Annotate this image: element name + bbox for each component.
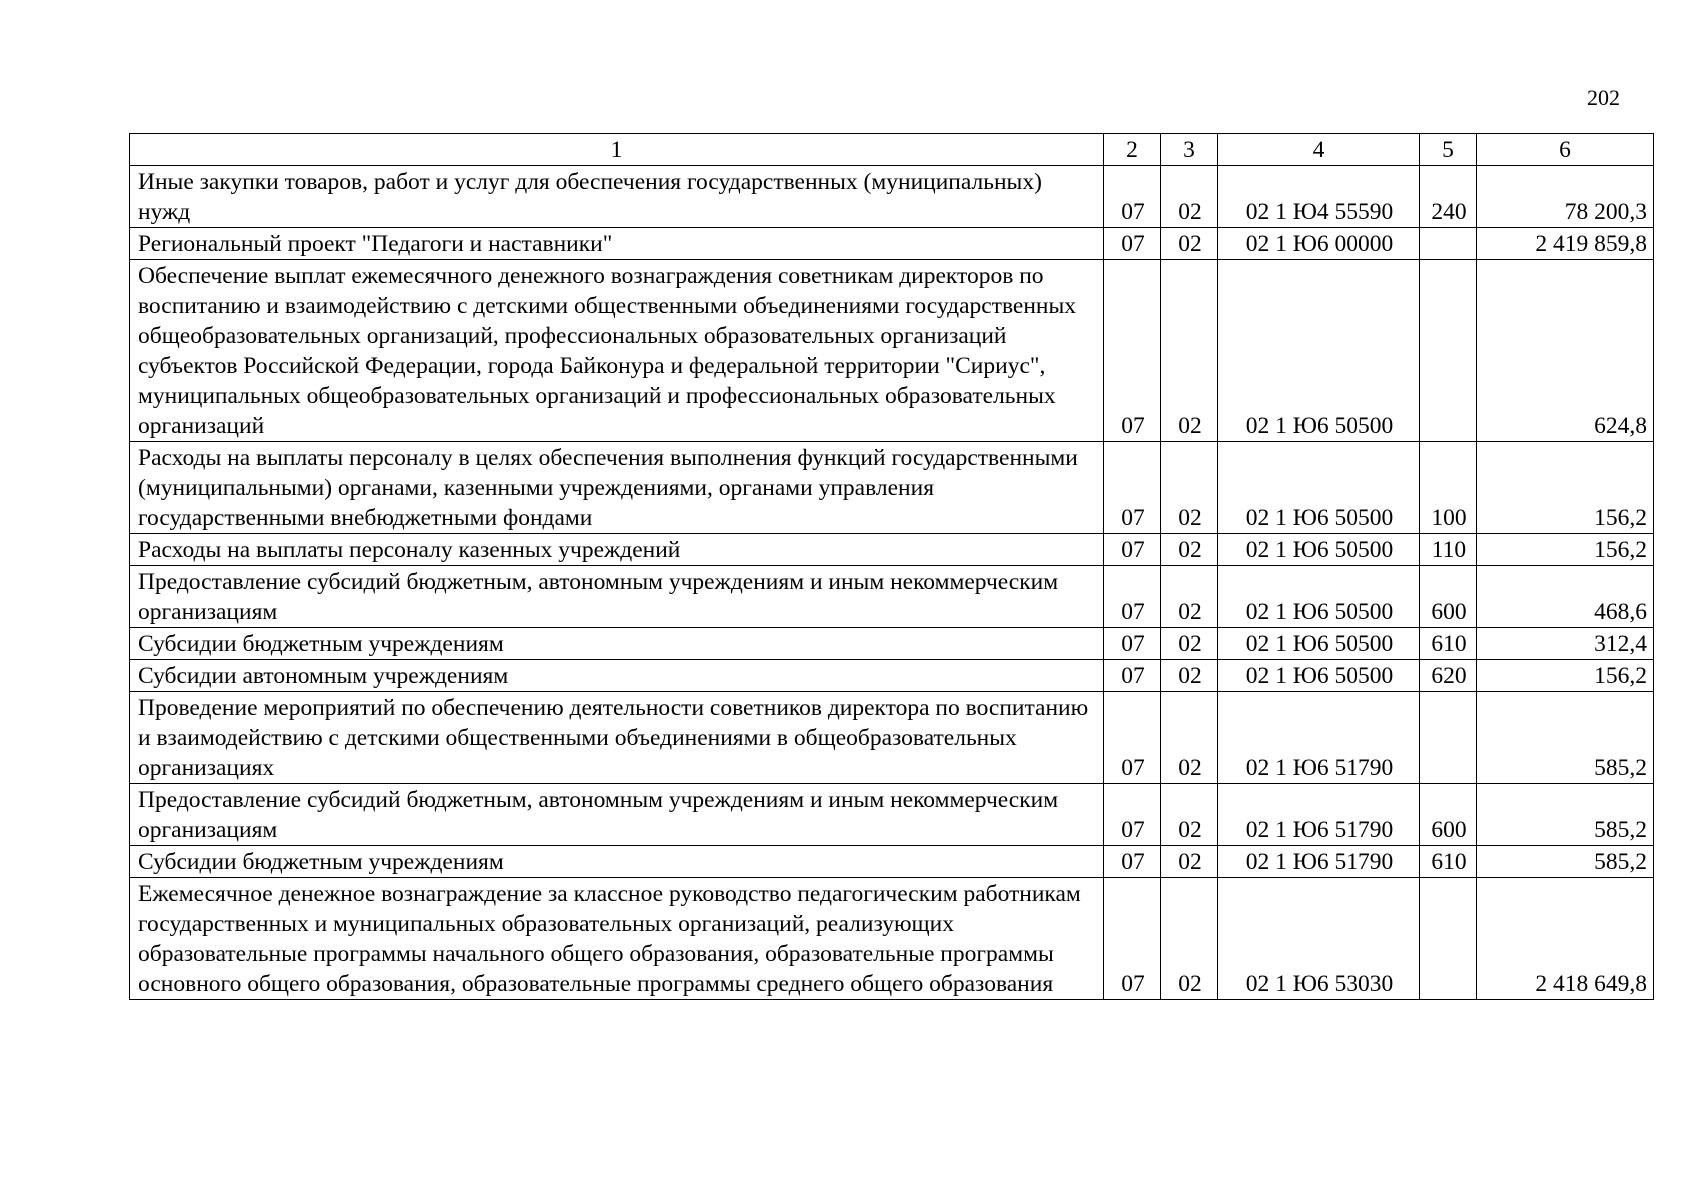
row-amount: 78 200,3 <box>1477 166 1654 228</box>
row-section: 07 <box>1104 878 1161 1000</box>
row-name: Субсидии бюджетным учреждениям <box>130 628 1104 660</box>
row-name: Иные закупки товаров, работ и услуг для обеспечения государственных (муниципальных) нужд <box>130 166 1104 228</box>
header-row <box>130 134 1654 166</box>
row-name: Расходы на выплаты персоналу в целях обеспечения выполнения функций государственными (муниципальными) органами, казенными учреждениями, органами управления государственными внебюджетными фондами <box>130 442 1104 534</box>
row-section: 07 <box>1104 442 1161 534</box>
row-subsection: 02 <box>1161 692 1218 784</box>
table-row <box>130 260 1654 442</box>
row-amount: 156,2 <box>1477 660 1654 692</box>
row-section: 07 <box>1104 228 1161 260</box>
row-expense-type: 600 <box>1420 566 1477 628</box>
row-subsection: 02 <box>1161 878 1218 1000</box>
row-target-code: 02 1 Ю4 55590 <box>1218 166 1420 228</box>
row-name: Субсидии бюджетным учреждениям <box>130 846 1104 878</box>
row-subsection: 02 <box>1161 166 1218 228</box>
row-amount: 2 418 649,8 <box>1477 878 1654 1000</box>
row-amount: 156,2 <box>1477 534 1654 566</box>
row-subsection: 02 <box>1161 534 1218 566</box>
row-subsection: 02 <box>1161 660 1218 692</box>
page-number: 202 <box>1587 85 1620 110</box>
row-section: 07 <box>1104 846 1161 878</box>
row-expense-type: 240 <box>1420 166 1477 228</box>
row-name: Региональный проект "Педагоги и наставники" <box>130 228 1104 260</box>
row-subsection: 02 <box>1161 846 1218 878</box>
table-row <box>130 534 1654 566</box>
row-section: 07 <box>1104 628 1161 660</box>
table-row <box>130 692 1654 784</box>
row-expense-type <box>1420 260 1477 442</box>
table-row <box>130 628 1654 660</box>
row-expense-type <box>1420 692 1477 784</box>
row-amount: 312,4 <box>1477 628 1654 660</box>
row-section: 07 <box>1104 784 1161 846</box>
row-target-code: 02 1 Ю6 51790 <box>1218 784 1420 846</box>
column-header-4: 4 <box>1218 134 1420 166</box>
row-amount: 624,8 <box>1477 260 1654 442</box>
table-row <box>130 442 1654 534</box>
row-section: 07 <box>1104 260 1161 442</box>
column-header-3: 3 <box>1161 134 1218 166</box>
row-name: Предоставление субсидий бюджетным, автономным учреждениям и иным некоммерческим организациям <box>130 784 1104 846</box>
row-section: 07 <box>1104 534 1161 566</box>
row-section: 07 <box>1104 660 1161 692</box>
row-expense-type: 610 <box>1420 846 1477 878</box>
row-target-code: 02 1 Ю6 50500 <box>1218 660 1420 692</box>
row-subsection: 02 <box>1161 228 1218 260</box>
row-name: Предоставление субсидий бюджетным, автономным учреждениям и иным некоммерческим организациям <box>130 566 1104 628</box>
row-target-code: 02 1 Ю6 51790 <box>1218 692 1420 784</box>
row-section: 07 <box>1104 692 1161 784</box>
row-amount: 156,2 <box>1477 442 1654 534</box>
row-target-code: 02 1 Ю6 53030 <box>1218 878 1420 1000</box>
row-section: 07 <box>1104 166 1161 228</box>
row-target-code: 02 1 Ю6 51790 <box>1218 846 1420 878</box>
table-row <box>130 878 1654 1000</box>
table-row <box>130 166 1654 228</box>
row-subsection: 02 <box>1161 628 1218 660</box>
budget-table <box>129 133 1654 1000</box>
table-body <box>130 166 1654 1000</box>
column-header-1: 1 <box>130 134 1104 166</box>
row-target-code: 02 1 Ю6 50500 <box>1218 566 1420 628</box>
row-expense-type: 610 <box>1420 628 1477 660</box>
row-section: 07 <box>1104 566 1161 628</box>
row-name: Проведение мероприятий по обеспечению деятельности советников директора по воспитанию и взаимодействию с детскими общественными объединениями в общеобразовательных организациях <box>130 692 1104 784</box>
row-expense-type: 620 <box>1420 660 1477 692</box>
row-expense-type: 100 <box>1420 442 1477 534</box>
row-subsection: 02 <box>1161 442 1218 534</box>
row-target-code: 02 1 Ю6 50500 <box>1218 260 1420 442</box>
row-amount: 585,2 <box>1477 692 1654 784</box>
row-expense-type: 110 <box>1420 534 1477 566</box>
row-expense-type <box>1420 878 1477 1000</box>
row-amount: 585,2 <box>1477 784 1654 846</box>
column-header-6: 6 <box>1477 134 1654 166</box>
table-row <box>130 846 1654 878</box>
table-row <box>130 784 1654 846</box>
row-subsection: 02 <box>1161 566 1218 628</box>
row-amount: 585,2 <box>1477 846 1654 878</box>
row-expense-type: 600 <box>1420 784 1477 846</box>
row-name: Субсидии автономным учреждениям <box>130 660 1104 692</box>
row-subsection: 02 <box>1161 784 1218 846</box>
row-name: Ежемесячное денежное вознаграждение за классное руководство педагогическим работникам государственных и муниципальных образовательных организаций, реализующих образовательные программы начального общего образования, образовательные программы основного общего образования, образовательные программы среднего общего образования <box>130 878 1104 1000</box>
row-amount: 2 419 859,8 <box>1477 228 1654 260</box>
row-name: Обеспечение выплат ежемесячного денежного вознаграждения советникам директоров по воспитанию и взаимодействию с детскими общественными объединениями государственных общеобразовательных организаций, профессиональных образовательных организаций субъектов Российской Федерации, города Байконура и федеральной территории "Сириус", муниципальных общеобразовательных организаций и профессиональных образовательных организаций <box>130 260 1104 442</box>
table-row <box>130 228 1654 260</box>
column-header-2: 2 <box>1104 134 1161 166</box>
table-row <box>130 660 1654 692</box>
row-name: Расходы на выплаты персоналу казенных учреждений <box>130 534 1104 566</box>
row-target-code: 02 1 Ю6 00000 <box>1218 228 1420 260</box>
column-header-5: 5 <box>1420 134 1477 166</box>
row-amount: 468,6 <box>1477 566 1654 628</box>
row-target-code: 02 1 Ю6 50500 <box>1218 442 1420 534</box>
table-row <box>130 566 1654 628</box>
row-subsection: 02 <box>1161 260 1218 442</box>
row-target-code: 02 1 Ю6 50500 <box>1218 628 1420 660</box>
row-target-code: 02 1 Ю6 50500 <box>1218 534 1420 566</box>
row-expense-type <box>1420 228 1477 260</box>
